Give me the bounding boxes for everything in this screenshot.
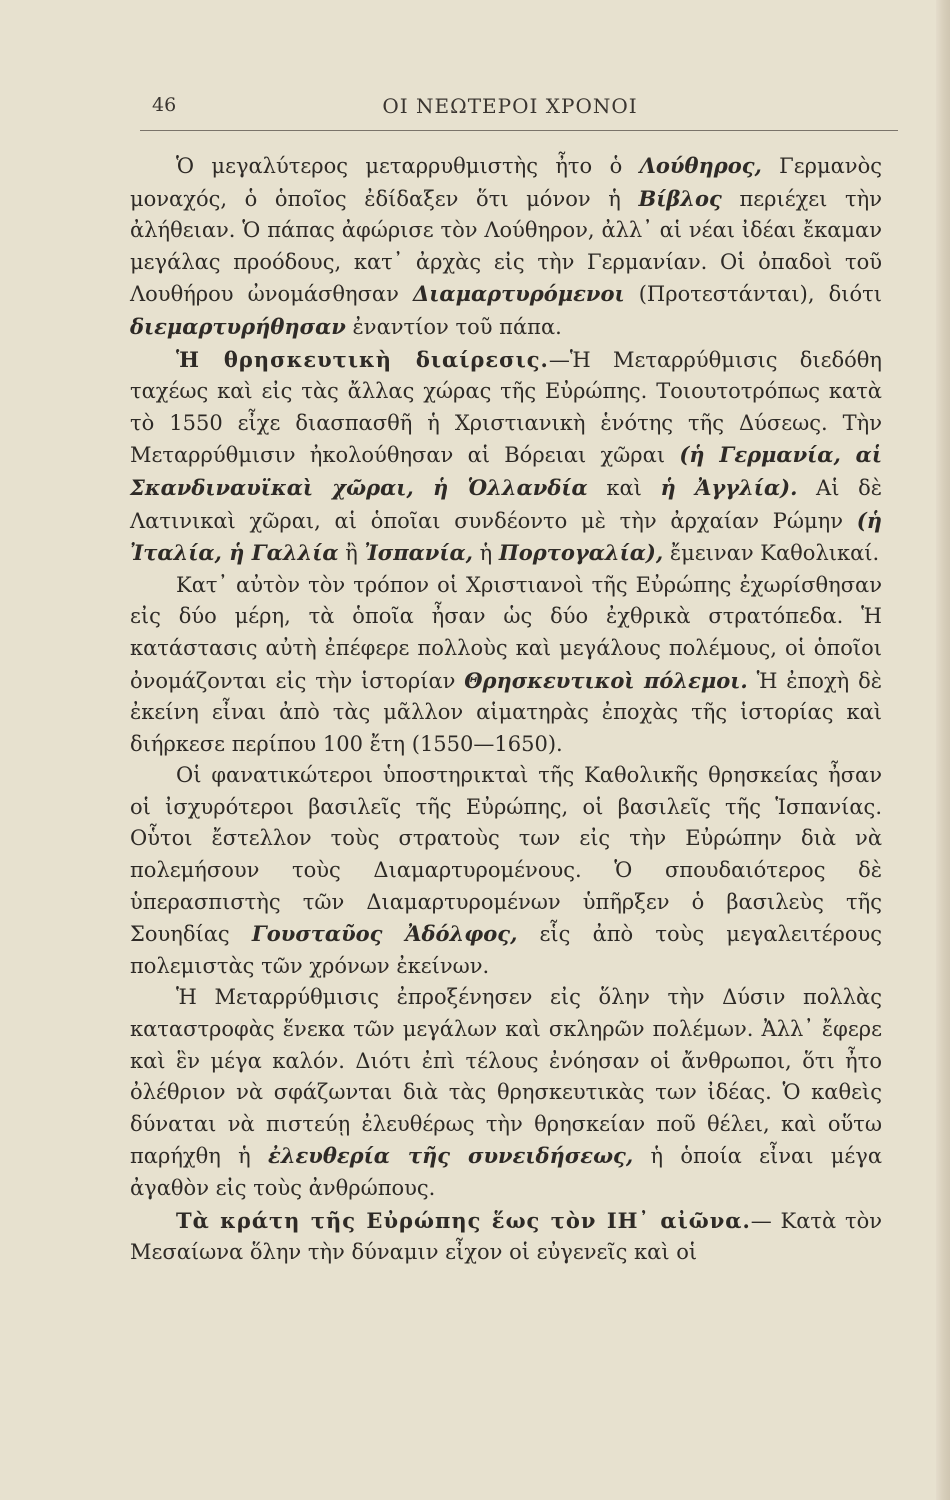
section-heading: Ἡ θρησκευτικὴ διαίρεσις.	[176, 346, 549, 372]
paragraph-states: Τὰ κράτη τῆς Εὐρώπης ἕως τὸν ΙΗ᾽ αἰῶνα.— Κατὰ τὸν Μεσαίωνα ὅλην τὴν δύναμιν εἶχον οἱ εὐγενεῖς καὶ οἱ	[130, 1207, 883, 1265]
page-edge	[936, 0, 950, 1500]
running-title: ΟΙ ΝΕΩΤΕΡΟΙ ΧΡΟΝΟΙ	[382, 94, 638, 118]
header-rule	[140, 130, 898, 131]
paragraph-religious-wars: Κατ᾽ αὐτὸν τὸν τρόπον οἱ Χριστιανοὶ τῆς Εὐρώπης ἐχωρίσθησαν εἰς δύο μέρη, τὰ ὁποῖα ἦσαν ὡς δύο ἐχθρικὰ στρατόπεδα. Ἡ κατάστασις αὐτὴ ἐπέφερε πολλοὺς καὶ μεγάλους πολέμους, οἱ ὁποῖοι ὀνομάζονται εἰς τὴν ἱστορίαν Θρησκευτικοὶ πόλεμοι. Ἡ ἐποχὴ δὲ ἐκείνη εἶναι ἀπὸ τὰς μᾶλλον αἱματηρὰς ἐποχὰς τῆς ἱστορίας καὶ διήρκεσε περίπου 100 ἔτη (1550—1650).	[130, 572, 883, 756]
section-heading: Τὰ κράτη τῆς Εὐρώπης ἕως τὸν ΙΗ᾽ αἰῶνα.	[176, 1207, 751, 1233]
page-number: 46	[152, 94, 177, 116]
paragraph-spain-sweden: Οἱ φανατικώτεροι ὑποστηρικταὶ τῆς Καθολικῆς θρησκείας ἦσαν οἱ ἰσχυρότεροι βασιλεῖς τῆς Εὐρώπης, οἱ βασιλεῖς τῆς Ἱσπανίας. Οὗτοι ἔστελλον τοὺς στρατοὺς των εἰς τὴν Εὐρώπην διὰ νὰ πολεμήσουν τοὺς Διαμαρτυρομένους. Ὁ σπουδαιότερος δὲ ὑπερασπιστὴς τῶν Διαμαρτυρομένων ὑπῆρξεν ὁ βασιλεὺς τῆς Σουηδίας Γουσταῦος Ἀδόλφος, εἷς ἀπὸ τοὺς μεγαλειτέρους πολεμιστὰς τῶν χρόνων ἐκείνων.	[130, 763, 883, 978]
paragraph-luther: Ὁ μεγαλύτερος μεταρρυθμιστὴς ἦτο ὁ Λούθηρος, Γερμανὸς μοναχός, ὁ ὁποῖος ἐδίδαξεν ὅτι μόνον ἡ Βίβλος περιέχει τὴν ἀλήθειαν. Ὁ πάπας ἀφώρισε τὸν Λούθηρον, ἀλλ᾽ αἱ νέαι ἰδέαι ἔκαμαν μεγάλας προόδους, κατ᾽ ἀρχὰς εἰς τὴν Γερμανίαν. Οἱ ὀπαδοὶ τοῦ Λουθήρου ὠνομάσθησαν Διαμαρτυρόμενοι (Προτεστάνται), διότι διεμαρτυρήθησαν ἐναντίον τοῦ πάπα.	[130, 153, 883, 339]
paragraph-freedom: Ἡ Μεταρρύθμισις ἐπροξένησεν εἰς ὅλην τὴν Δύσιν πολλὰς καταστροφὰς ἕνεκα τῶν μεγάλων καὶ σκληρῶν πολέμων. Ἀλλ᾽ ἔφερε καὶ ἓν μέγα καλόν. Διότι ἐπὶ τέλους ἐνόησαν οἱ ἄνθρωποι, ὅτι ἦτο ὀλέθριον νὰ σφάζωνται διὰ τὰς θρησκευτικὰς των ἰδέας. Ὁ καθεὶς δύναται νὰ πιστεύῃ ἐλευθέρως τὴν θρησκείαν ποῦ θέλει, καὶ οὕτω παρήχθη ἡ ἐλευθερία τῆς συνειδήσεως, ἡ ὁποία εἶναι μέγα ἀγαθὸν εἰς τοὺς ἀνθρώπους.	[130, 985, 883, 1200]
body-text	[130, 150, 882, 1269]
paragraph-religious-division: Ἡ θρησκευτικὴ διαίρεσις.—Ἡ Μεταρρύθμισις διεδόθη ταχέως καὶ εἰς τὰς ἄλλας χώρας τῆς Εὐρώπης. Τοιουτοτρόπως κατὰ τὸ 1550 εἶχε διασπασθῆ ἡ Χριστιανικὴ ἑνότης τῆς Δύσεως. Τὴν Μεταρρύθμισιν ἠκολούθησαν αἱ Βόρειαι χῶραι (ἡ Γερμανία, αἱ Σκανδιναυϊκαὶ χῶραι, ἡ Ὁλλανδία καὶ ἡ Ἀγγλία). Αἱ δὲ Λατινικαὶ χῶραι, αἱ ὁποῖαι συνδέοντο μὲ τὴν ἀρχαίαν Ρώμην (ἡ Ἰταλία, ἡ Γαλλία ἢ Ἰσπανία, ἡ Πορτογαλία), ἔμειναν Καθολικαί.	[130, 346, 882, 566]
page-header	[140, 92, 880, 126]
